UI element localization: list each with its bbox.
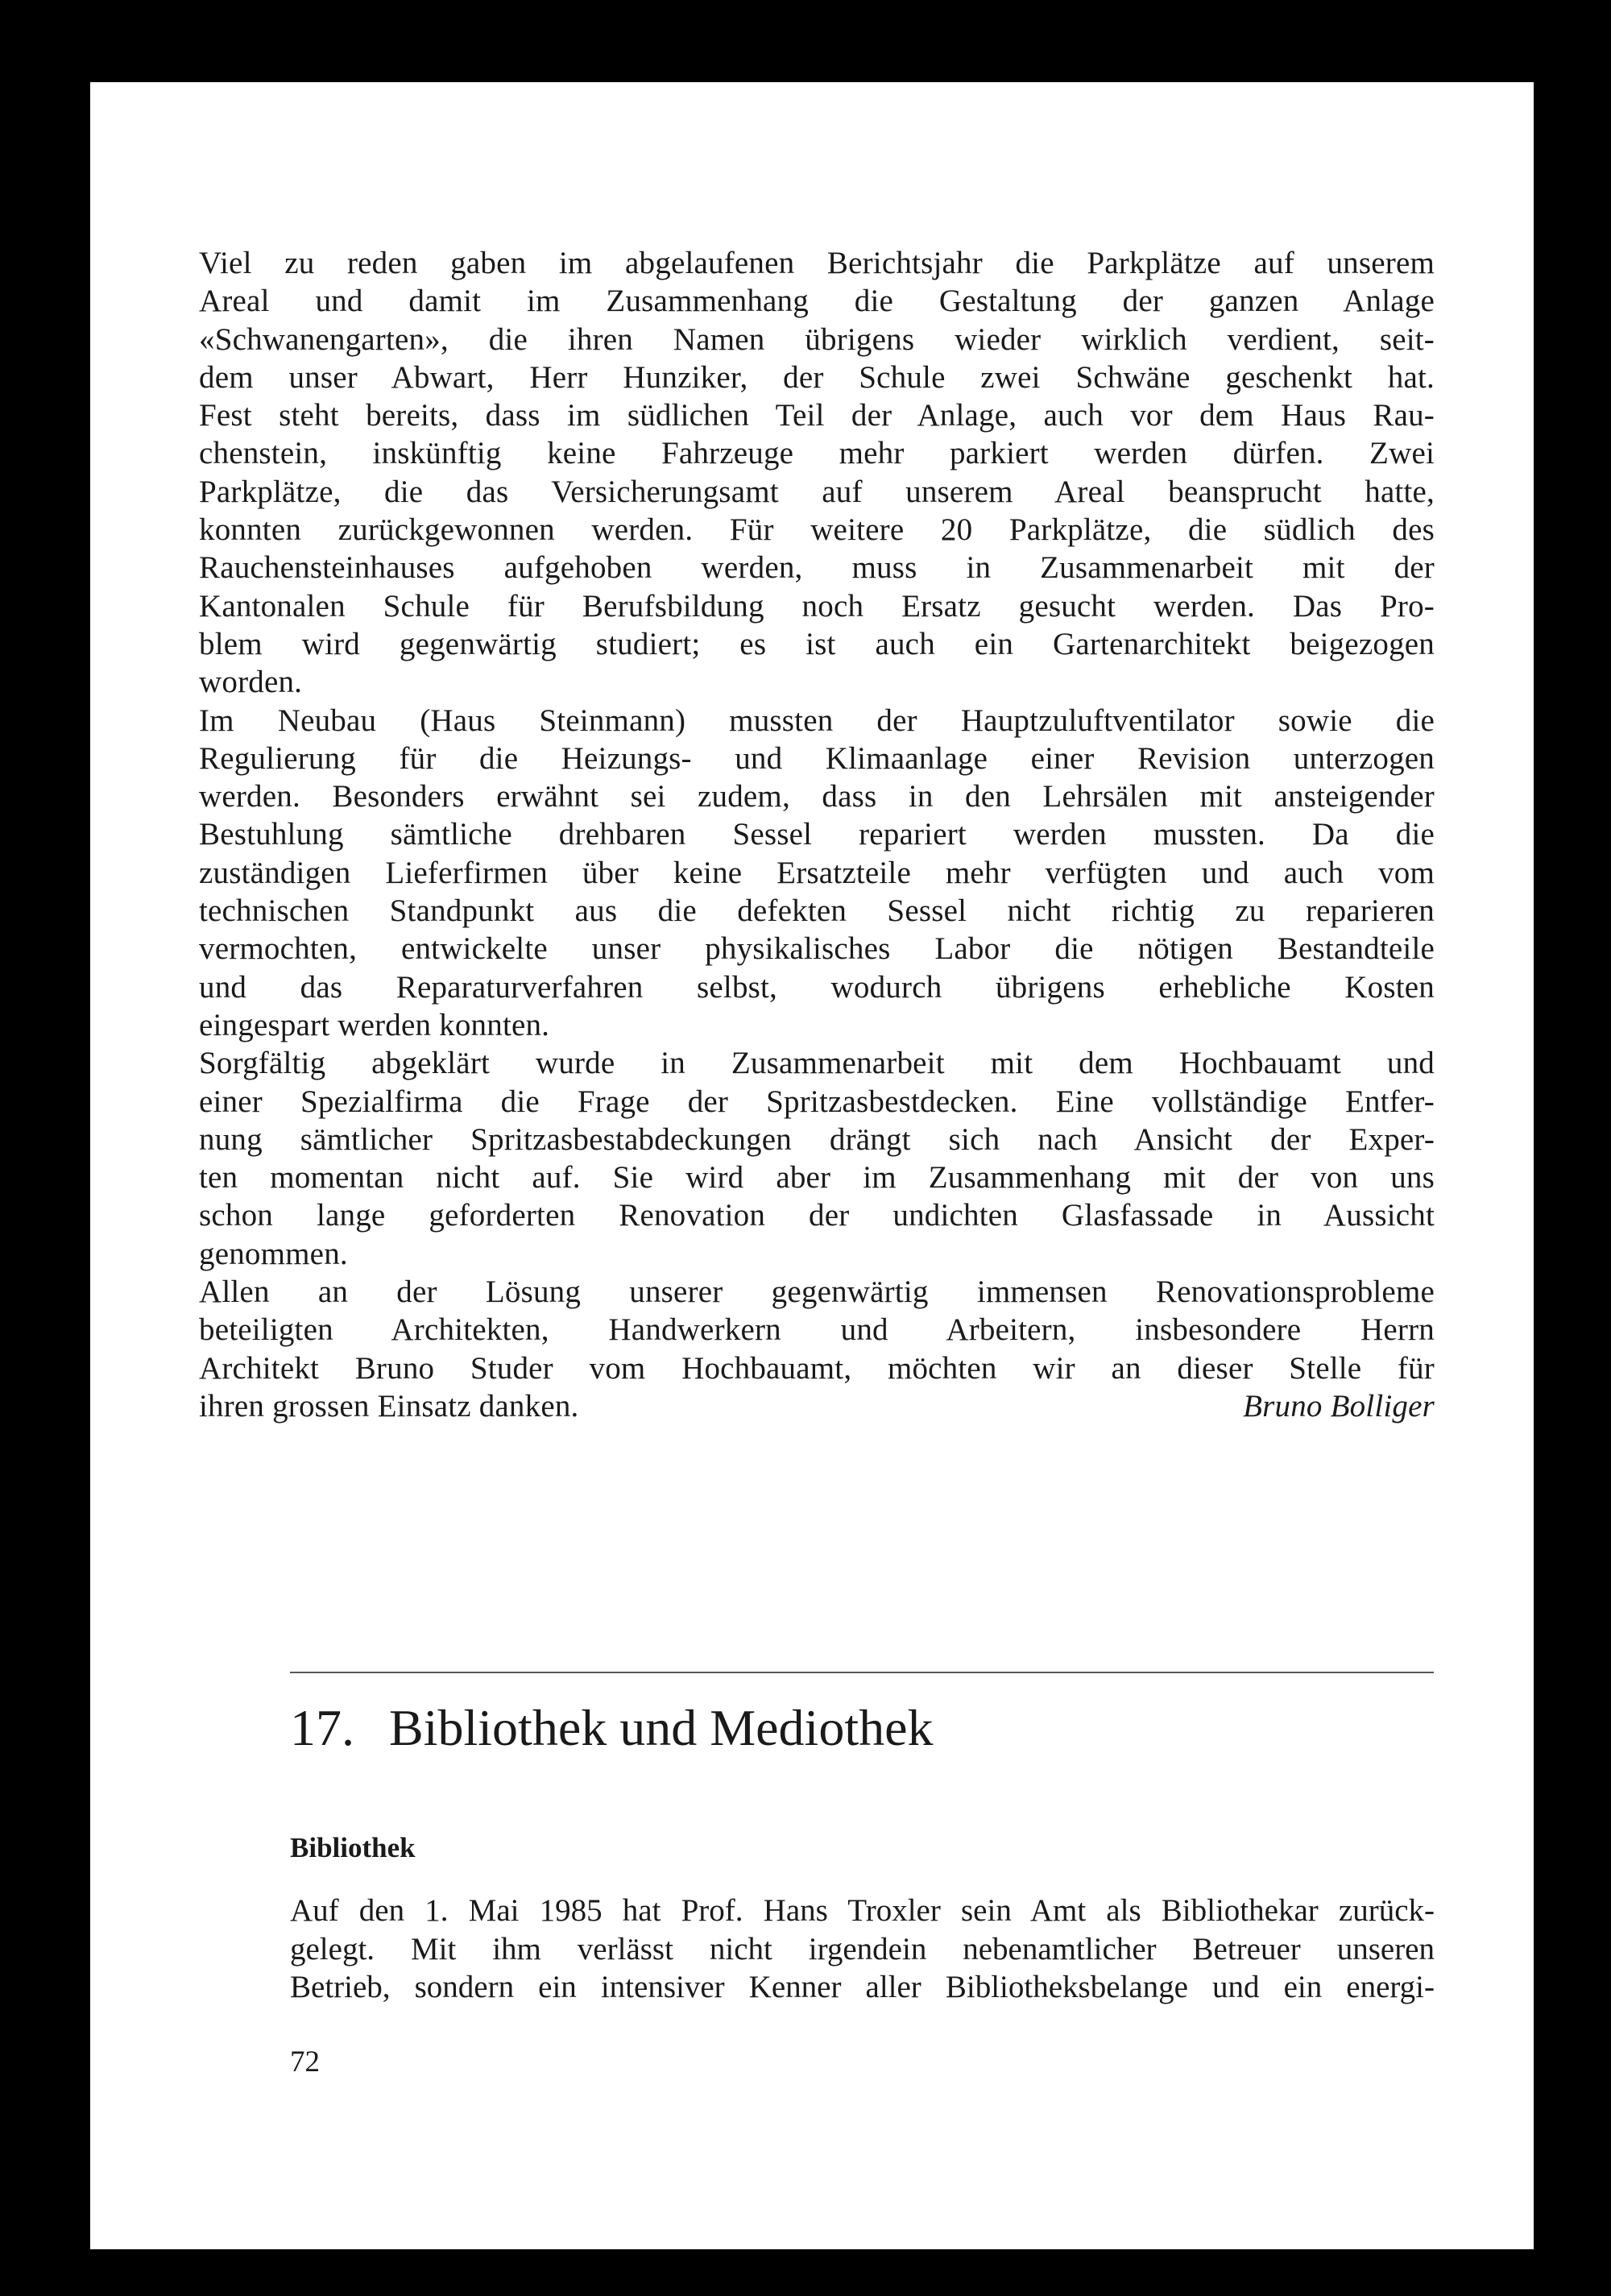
article-body (199, 244, 1435, 1425)
chapter-title-text: Bibliothek und Mediothek (389, 1699, 934, 1756)
text-line: Parkplätze, die das Versicherungsamt auf unserem Areal beansprucht hatte, (199, 474, 1435, 509)
paragraph-parking (199, 244, 1435, 702)
text-line: ten momentan nicht auf. Sie wird aber im Zusammenhang mit der von uns (199, 1160, 1435, 1196)
text-line: Allen an der Lösung unserer gegenwärtig immensen Renovationsprobleme (199, 1274, 1435, 1310)
text-line: Viel zu reden gaben im abgelaufenen Berichtsjahr die Parkplätze auf unserem (199, 246, 1435, 280)
text-line: Areal und damit im Zusammenhang die Gestaltung der ganzen Anlage (199, 284, 1435, 319)
text-line: Kantonalen Schule für Berufsbildung noch Ersatz gesucht werden. Das Pro- (199, 588, 1435, 624)
text-line: gelegt. Mit ihm verlässt nicht irgendein nebenamtlicher Betreuer unseren (290, 1931, 1435, 1967)
text-line: worden. (199, 665, 303, 700)
text-line: Regulierung für die Heizungs- und Klimaanlage einer Revision unterzogen (199, 740, 1435, 776)
closing-text: ihren grossen Einsatz danken. (199, 1388, 579, 1424)
text-line: einer Spezialfirma die Frage der Spritzasbestdecken. Eine vollständige Entfer- (199, 1084, 1435, 1119)
text-line: technischen Standpunkt aus die defekten Sessel nicht richtig zu reparieren (199, 893, 1435, 929)
text-line: nung sämtlicher Spritzasbestabdeckungen drängt sich nach Ansicht der Exper- (199, 1121, 1435, 1157)
text-line: konnten zurückgewonnen werden. Für weitere 20 Parkplätze, die südlich des (199, 512, 1435, 548)
text-line: eingespart werden konnten. (199, 1007, 550, 1042)
text-line: werden. Besonders erwähnt sei zudem, dass in den Lehrsälen mit ansteigender (199, 779, 1435, 814)
text-line: beteiligten Architekten, Handwerkern und Arbeitern, insbesondere Herrn (199, 1312, 1435, 1348)
text-line: chenstein, inskünftig keine Fahrzeuge mehr parkiert werden dürfen. Zwei (199, 436, 1435, 471)
text-line: Auf den 1. Mai 1985 hat Prof. Hans Troxler sein Amt als Bibliothekar zurück- (290, 1893, 1435, 1928)
text-line: Sorgfältig abgeklärt wurde in Zusammenarbeit mit dem Hochbauamt und (199, 1046, 1435, 1081)
text-line: Betrieb, sondern ein intensiver Kenner aller Bibliotheksbelange und ein energi- (290, 1970, 1435, 2004)
paragraph-neubau (199, 702, 1435, 1045)
text-line: Architekt Bruno Studer vom Hochbauamt, möchten wir an dieser Stelle für (199, 1350, 1435, 1386)
chapter-title (290, 1696, 934, 1760)
text-line: und das Reparaturverfahren selbst, wodurch übrigens erhebliche Kosten (199, 969, 1435, 1005)
paragraph-asbestos (199, 1044, 1435, 1273)
text-line: schon lange geforderten Renovation der undichten Glasfassade in Aussicht (199, 1198, 1435, 1233)
text-line: Fest steht bereits, dass im südlichen Teil der Anlage, auch vor dem Haus Rau- (199, 398, 1435, 433)
text-line: Im Neubau (Haus Steinmann) mussten der Hauptzuluftventilator sowie die (199, 702, 1435, 738)
page-number: 72 (290, 2045, 320, 2078)
section-body (290, 1892, 1435, 2007)
closing-line (199, 1387, 1435, 1425)
text-line: blem wird gegenwärtig studiert; es ist auch ein Gartenarchitekt beigezogen (199, 626, 1435, 661)
text-line: Bestuhlung sämtliche drehbaren Sessel repariert werden mussten. Da die (199, 817, 1435, 852)
chapter-divider (290, 1672, 1434, 1673)
text-line: vermochten, entwickelte unser physikalisches Labor die nötigen Bestandteile (199, 931, 1435, 967)
text-line: genommen. (199, 1236, 348, 1271)
text-line: Rauchensteinhauses aufgehoben werden, muss in Zusammenarbeit mit der (199, 550, 1435, 586)
section-heading: Bibliothek (290, 1832, 416, 1863)
paragraph-thanks (199, 1273, 1435, 1425)
author-signature: Bruno Bolliger (1243, 1388, 1435, 1424)
text-line: zuständigen Lieferfirmen über keine Ersatzteile mehr verfügten und auch vom (199, 855, 1435, 890)
text-line: «Schwanengarten», die ihren Namen übrigens wieder wirklich verdient, seit- (199, 321, 1435, 357)
chapter-number: 17. (290, 1699, 354, 1756)
text-line: dem unser Abwart, Herr Hunziker, der Schule zwei Schwäne geschenkt hat. (199, 359, 1435, 395)
